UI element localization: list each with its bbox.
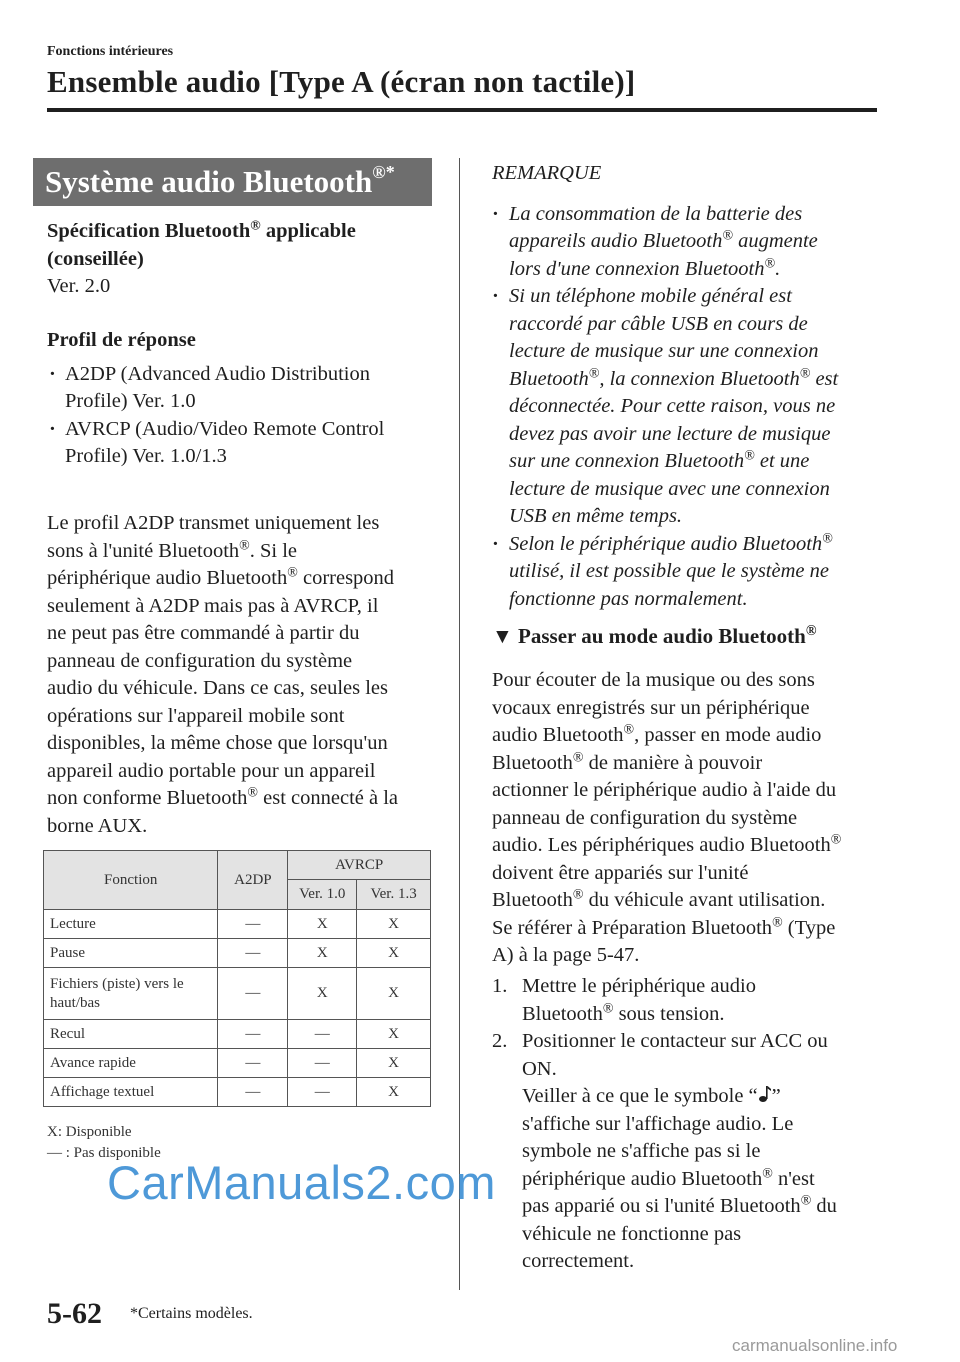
table-header-function: Fonction (44, 851, 218, 910)
footnote: *Certains modèles. (130, 1305, 253, 1322)
list-item: · La consommation de la batterie des appareils audio Bluetooth® augmente lors d'une connexion Bluetooth®. (492, 201, 892, 284)
table-header-a2dp: A2DP (218, 851, 288, 910)
note-block (492, 160, 892, 613)
a2dp-paragraph: Le profil A2DP transmet uniquement les sons à l'unité Bluetooth®. Si le périphérique audio Bluetooth® correspond seulement à A2DP mais pas à AVRCP, il ne peut pas être commandé à partir du panneau de configuration du système audio du véhicule. Dans ce cas, seules les opérations sur l'appareil mobile sont disponibles, la même chose que lorsqu'un appareil audio portable pour un appareil non conforme Bluetooth® est connecté à la borne AUX. (47, 512, 399, 837)
subheading-marker: ▼ (492, 624, 513, 648)
note-title: REMARQUE (492, 162, 602, 184)
spec-block (47, 218, 442, 301)
banner-mark: ®* (372, 162, 395, 182)
list-item: · AVRCP (Audio/Video Remote Control Profile) Ver. 1.0/1.3 (47, 416, 442, 471)
profile-block (47, 327, 442, 471)
mode-paragraph: Pour écouter de la musique ou des sons vocaux enregistrés sur un périphérique audio Bluetooth®, passer en mode audio Bluetooth® de manière à pouvoir actionner le périphérique audio à l'aide du panneau de configuration du système audio. Les périphériques audio Bluetooth® doivent être appariés sur l'unité Bluetooth® du véhicule avant utilisation. Se référer à Préparation Bluetooth® (Type A) à la page 5-47. (492, 669, 842, 966)
table-row: Pause — X X (44, 939, 431, 968)
watermark-carmanuals2: CarManuals2.com (107, 1156, 496, 1209)
section-label: Fonctions intérieures (47, 44, 174, 59)
step-item: 1. Mettre le périphérique audio Bluetooth® sous tension. (492, 975, 756, 1025)
profile-heading: Profil de réponse (47, 329, 196, 351)
subheading: ▼ Passer au mode audio Bluetooth® (492, 623, 817, 648)
table-row: Recul — — X (44, 1020, 431, 1049)
spec-heading: Spécification Bluetooth® applicable (47, 218, 356, 242)
table-header-ver10: Ver. 1.0 (288, 880, 357, 910)
title-rule (47, 108, 877, 112)
page-number: 5-62 (47, 1297, 102, 1330)
table-header-avrcp: AVRCP (288, 851, 431, 880)
table-header-ver13: Ver. 1.3 (357, 880, 431, 910)
table-row: Affichage textuel — — X (44, 1078, 431, 1107)
steps-list (492, 973, 892, 1276)
profile-table (43, 850, 431, 1107)
table-row: Lecture — X X (44, 910, 431, 939)
column-divider (459, 158, 460, 1290)
section-banner (33, 158, 432, 206)
spec-version: Ver. 2.0 (47, 275, 111, 297)
watermark-carmanualsonline: carmanualsonline.info (732, 1336, 898, 1355)
list-item: · Si un téléphone mobile général est raccordé par câble USB en cours de lecture de musique sur une connexion Bluetooth®, la connexion Bluetooth® est déconnectée. Pour cette raison, vous ne devez pas avoir une lecture de musique sur une connexion Bluetooth® et une lecture de musique avec une connexion USB en même temps. (492, 283, 892, 531)
step-item: 2. Positionner le contacteur sur ACC ou ON. Veiller à ce que le symbole “ ” s'affiche sur l'affichage audio. Le symbole ne s'affiche pas si le périphérique audio Bluetooth® n'est pas apparié ou si l'unité Bluetooth® du véhicule ne fonctionne pas correctement. (492, 1030, 837, 1272)
table-legend: X: Disponible — : Pas disponible (47, 1124, 161, 1161)
table-row: Fichiers (piste) vers le haut/bas — X X (44, 968, 431, 1020)
list-item: · A2DP (Advanced Audio Distribution Profile) Ver. 1.0 (47, 361, 442, 416)
music-note-icon (758, 1084, 772, 1104)
banner-title: Système audio Bluetooth (45, 164, 373, 199)
table-row: Avance rapide — — X (44, 1049, 431, 1078)
list-item: · Selon le périphérique audio Bluetooth® utilisé, il est possible que le système ne fonctionne pas normalement. (492, 531, 892, 614)
page-title: Ensemble audio [Type A (écran non tactile)] (47, 64, 636, 99)
spec-heading-cont: (conseillée) (47, 247, 144, 270)
